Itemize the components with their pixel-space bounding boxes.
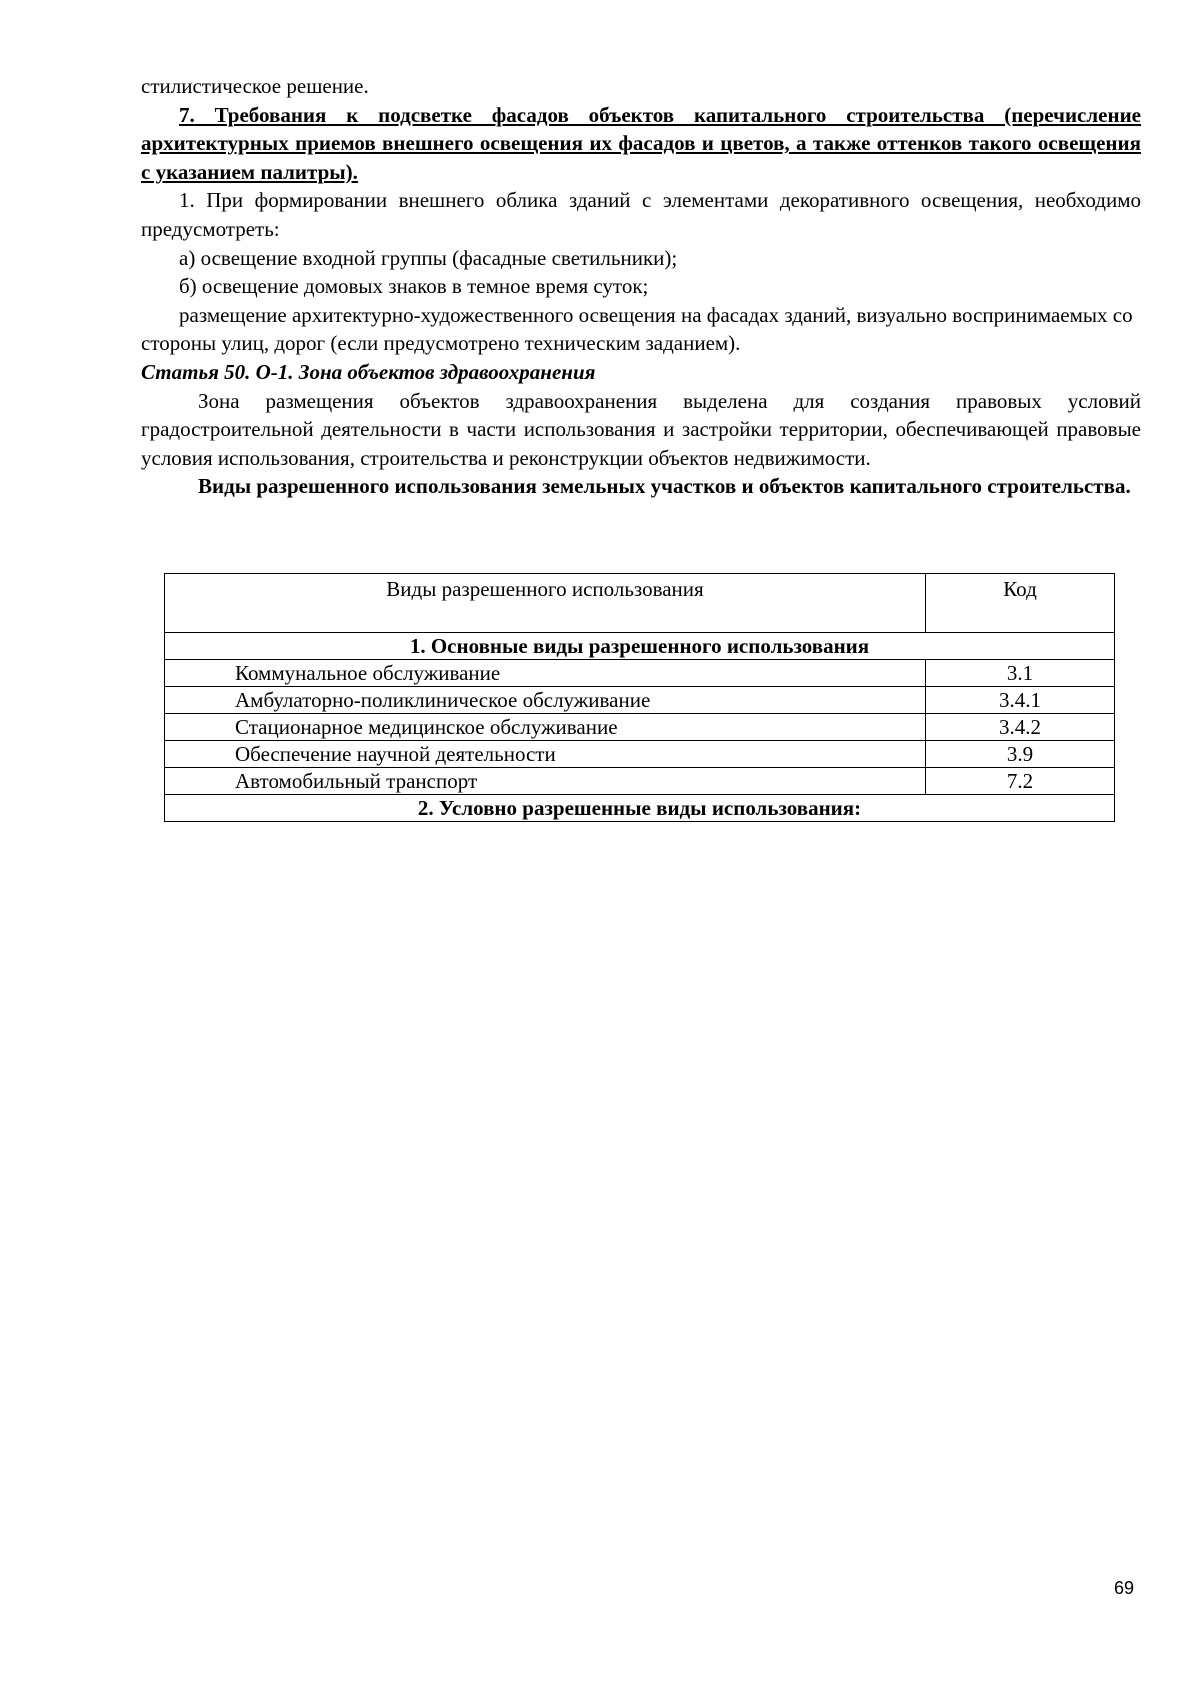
table-row bbox=[165, 741, 1115, 768]
table-row bbox=[165, 660, 1115, 687]
paragraph-zone-description: Зона размещения объектов здравоохранения выделена для создания правовых условий градостроительной деятельности в части использования и застройки территории, обеспечивающей правовые условия использования, строительства и реконструкции объектов недвижимости. bbox=[141, 388, 1141, 470]
list-item-a: а) освещение входной группы (фасадные светильники); bbox=[179, 245, 678, 270]
use-code: 3.4.2 bbox=[926, 714, 1115, 741]
section-2-title: 2. Условно разрешенные виды использования: bbox=[165, 795, 1115, 822]
header-code: Код bbox=[926, 574, 1115, 633]
paragraph-facade-lighting: размещение архитектурно-художественного освещения на фасадах зданий, визуально воспринимаемых со стороны улиц, дорог (если предусмотрено техническим заданием). bbox=[141, 302, 1133, 356]
paragraph-lighting-requirements: 1. При формировании внешнего облика зданий с элементами декоративного освещения, необходимо предусмотреть: bbox=[141, 188, 1141, 241]
use-name: Коммунальное обслуживание bbox=[165, 660, 926, 687]
use-code: 7.2 bbox=[926, 768, 1115, 795]
table-row bbox=[165, 714, 1115, 741]
permitted-uses-table bbox=[164, 573, 1115, 822]
permitted-uses-heading: Виды разрешенного использования земельных участков и объектов капитального строительства. bbox=[198, 474, 1131, 499]
document-body bbox=[141, 72, 1141, 501]
section-1-title: 1. Основные виды разрешенного использования bbox=[165, 633, 1115, 660]
use-code: 3.4.1 bbox=[926, 687, 1115, 714]
permitted-uses-table-wrapper bbox=[164, 573, 1115, 822]
table-row bbox=[165, 687, 1115, 714]
section-7-number: 7. bbox=[179, 102, 195, 127]
use-code: 3.1 bbox=[926, 660, 1115, 687]
section-1-row bbox=[165, 633, 1115, 660]
use-name: Амбулаторно-поликлиническое обслуживание bbox=[165, 687, 926, 714]
article-50-title: Статья 50. О-1. Зона объектов здравоохранения bbox=[141, 359, 596, 384]
table-row bbox=[165, 768, 1115, 795]
page-number: 69 bbox=[1114, 1578, 1135, 1598]
use-name: Автомобильный транспорт bbox=[165, 768, 926, 795]
use-code: 3.9 bbox=[926, 741, 1115, 768]
header-uses: Виды разрешенного использования bbox=[165, 574, 926, 633]
use-name: Стационарное медицинское обслуживание bbox=[165, 714, 926, 741]
use-name: Обеспечение научной деятельности bbox=[165, 741, 926, 768]
list-item-b: б) освещение домовых знаков в темное время суток; bbox=[179, 274, 649, 299]
section-7-title: Требования к подсветке фасадов объектов капитального строительства (перечисление архитектурных приемов внешнего освещения их фасадов и цветов, а также оттенков такого освещения с указанием палитры). bbox=[141, 102, 1141, 184]
section-7-heading bbox=[141, 101, 1141, 187]
table-header-row bbox=[165, 574, 1115, 633]
paragraph-continuation: стилистическое решение. bbox=[141, 74, 369, 98]
section-2-row bbox=[165, 795, 1115, 822]
